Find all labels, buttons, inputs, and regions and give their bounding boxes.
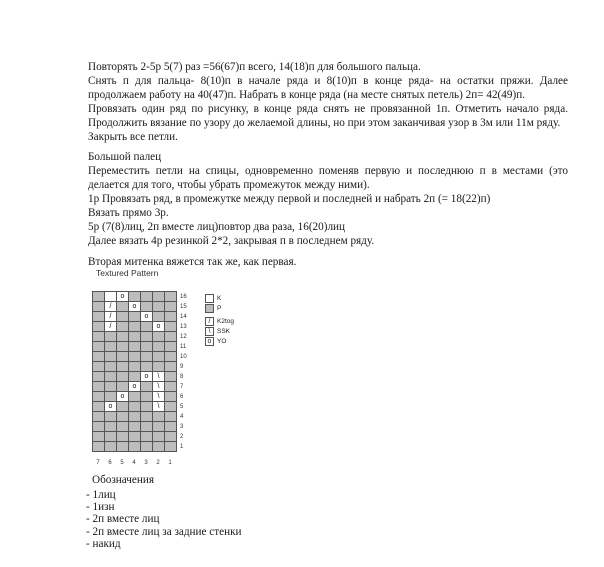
chart-cell [153,362,165,372]
chart-cell [165,372,177,382]
chart-cell [93,362,105,372]
legend-label: K [217,294,222,302]
chart-cell [105,342,117,352]
thumb-line: Вязать прямо 3р. [88,207,169,219]
chart-row-number: 14 [180,314,187,320]
legend-label: SSK [217,327,231,335]
chart-cell [117,332,129,342]
chart-row-number: 1 [180,444,184,450]
notes-item: - 1лиц [86,489,116,501]
chart-cell [141,322,153,332]
thumb-heading: Большой палец [88,151,162,163]
notes-item: - 1изн [86,501,115,514]
legend-symbol: \ [205,327,214,336]
chart-cell: o [117,392,129,402]
chart-cell: \ [153,392,165,402]
chart-cell [153,292,165,302]
chart-row-number: 15 [180,304,187,310]
chart-cell: \ [153,382,165,392]
chart-cell [129,362,141,372]
chart-cell [93,392,105,402]
chart-cell [165,402,177,412]
chart-cell [141,292,153,302]
chart-cell [105,362,117,372]
chart-row-number: 4 [180,414,184,420]
chart-cell [153,332,165,342]
chart-cell [117,372,129,382]
chart-cell [153,352,165,362]
chart-cell [129,392,141,402]
thumb-line: 1р Провязать ряд, в промежутке между первой и последней и набрать 2п (= 18(22)п) [88,193,491,205]
chart-cell [165,342,177,352]
chart-cell [129,322,141,332]
chart-cell: o [129,302,141,312]
chart-row-number: 11 [180,344,187,350]
chart-column-number: 4 [132,460,136,466]
chart-cell [129,352,141,362]
legend-item [205,326,234,336]
chart-cell [117,312,129,322]
chart-cell [141,392,153,402]
instruction-line: Повторять 2-5р 5(7) раз =56(67)п всего, 14(18)п для большого пальца. [88,61,421,73]
chart-row-number: 8 [180,374,184,380]
chart-cell [93,312,105,322]
chart-column-number: 3 [144,460,148,466]
chart-cell [165,362,177,372]
chart-column-number: 7 [96,460,100,466]
chart-cell [129,342,141,352]
chart-cell [153,342,165,352]
chart-cell [165,352,177,362]
thumb-line: 5р (7(8)лиц, 2п вместе лиц)повтор два раза, 16(20)лиц [88,221,346,233]
chart-cell [165,412,177,422]
legend-label: YO [217,337,227,345]
thumb-line: делается для того, чтобы убрать промежуток между ними). [88,179,370,191]
second-mitten-note: Вторая митенка вяжется так же, как первая. [88,256,297,268]
chart-cell [129,402,141,412]
chart-cell [141,352,153,362]
chart-cell [105,442,117,452]
chart-row-number: 6 [180,394,184,400]
instruction-line: Провязать один ряд по рисунку, в конце ряда снять не провязанной 1п. Отметить начало ряда. [88,103,568,115]
chart-cell [105,292,117,302]
chart-cell: \ [153,372,165,382]
instruction-line: продолжаем работу на 40(47)п. Набрать в конце ряда (на месте снятых петель) 2п= 42(49)п. [88,89,525,101]
notes-heading: Обозначения [92,474,155,486]
chart-cell: o [153,322,165,332]
chart-cell [105,382,117,392]
chart-cell [129,312,141,322]
notes-item: - накид [86,537,121,550]
chart-title: Textured Pattern [96,268,159,278]
chart-cell [117,442,129,452]
chart-cell [129,432,141,442]
chart-row-number: 12 [180,334,187,340]
chart-cell [165,382,177,392]
chart-cell [117,302,129,312]
chart-cell [117,342,129,352]
thumb-line: Далее вязать 4р резинкой 2*2, закрывая п в последнем ряду. [88,235,375,247]
chart-cell [165,432,177,442]
chart-cell: o [105,402,117,412]
chart-cell [93,382,105,392]
legend-label: K2tog [217,317,234,325]
chart-cell [165,322,177,332]
chart-cell: / [105,302,117,312]
chart-cell [93,412,105,422]
chart-cell [165,312,177,322]
chart-cell [105,422,117,432]
chart-cell [141,302,153,312]
pattern-chart-grid [92,291,177,452]
thumb-line: Переместить петли на спицы, одновременно поменяв первую и последнюю п в местами (это [88,165,568,177]
notes-list [86,489,242,550]
legend-symbol [205,304,214,313]
chart-cell [141,362,153,372]
chart-row-number: 7 [180,384,184,390]
chart-row-number: 16 [180,294,187,300]
chart-cell [141,382,153,392]
chart-cell: o [141,312,153,322]
legend-symbol: / [205,317,214,326]
chart-cell [153,312,165,322]
chart-cell [153,422,165,432]
chart-cell [93,442,105,452]
legend-item [205,336,234,346]
chart-cell [165,302,177,312]
chart-cell [117,432,129,442]
notes-item: - 2п вместе лиц [86,513,160,526]
notes-item: - 2п вместе лиц за задние стенки [86,525,242,538]
chart-cell [93,322,105,332]
instruction-line: Продолжить вязание по узору до желаемой длины, но при этом заканчивая узор в 3м или 11м ряду. [88,117,561,129]
chart-row-number: 5 [180,404,184,410]
chart-cell [117,382,129,392]
chart-cell [93,332,105,342]
chart-cell [93,402,105,412]
chart-cell [153,302,165,312]
chart-column-number: 5 [120,460,124,466]
chart-cell: o [117,292,129,302]
chart-row-number: 13 [180,324,187,330]
chart-cell [105,412,117,422]
legend-item [205,316,234,326]
chart-cell [153,442,165,452]
chart-cell [141,432,153,442]
chart-cell [105,372,117,382]
legend-label: P [217,304,222,312]
chart-legend [205,293,234,346]
chart-cell [105,332,117,342]
chart-cell [117,412,129,422]
chart-cell [117,352,129,362]
instruction-line: Закрыть все петли. [88,131,178,143]
legend-item [205,293,234,303]
chart-cell [105,352,117,362]
chart-cell: o [129,382,141,392]
chart-cell [141,342,153,352]
chart-column-number: 6 [108,460,112,466]
chart-row-number: 3 [180,424,184,430]
chart-cell [141,422,153,432]
instruction-line: Снять п для пальца- 8(10)п в начале ряда и 8(10)п в конце ряда- на остатки пряжи. Далее [88,75,568,87]
legend-item [205,303,234,313]
chart-cell [165,332,177,342]
chart-cell [165,422,177,432]
chart-cell [93,432,105,442]
chart-cell [129,442,141,452]
chart-row-number: 10 [180,354,187,360]
chart-row-number: 2 [180,434,184,440]
chart-cell [117,362,129,372]
chart-cell [141,412,153,422]
chart-cell [117,322,129,332]
chart-cell [129,332,141,342]
chart-column-number: 1 [168,460,172,466]
chart-row-number: 9 [180,364,184,370]
chart-column-numbers [92,460,176,466]
chart-cell [105,432,117,442]
chart-row-numbers [180,292,187,452]
chart-cell [165,292,177,302]
chart-cell [165,442,177,452]
chart-cell [93,292,105,302]
chart-cell [165,392,177,402]
chart-cell [129,412,141,422]
chart-cell [153,432,165,442]
chart-cell [93,422,105,432]
chart-cell [141,402,153,412]
chart-cell [93,372,105,382]
chart-cell [141,332,153,342]
chart-cell [93,342,105,352]
chart-cell [141,442,153,452]
chart-column-number: 2 [156,460,160,466]
legend-symbol [205,294,214,303]
legend-symbol: o [205,337,214,346]
chart-cell [129,422,141,432]
chart-cell: o [141,372,153,382]
chart-cell [93,302,105,312]
chart-cell: / [105,322,117,332]
chart-cell [93,352,105,362]
chart-cell [105,392,117,402]
chart-cell [153,412,165,422]
chart-cell [129,292,141,302]
chart-cell [117,402,129,412]
chart-cell [129,372,141,382]
chart-cell: / [105,312,117,322]
chart-cell [117,422,129,432]
chart-cell: \ [153,402,165,412]
